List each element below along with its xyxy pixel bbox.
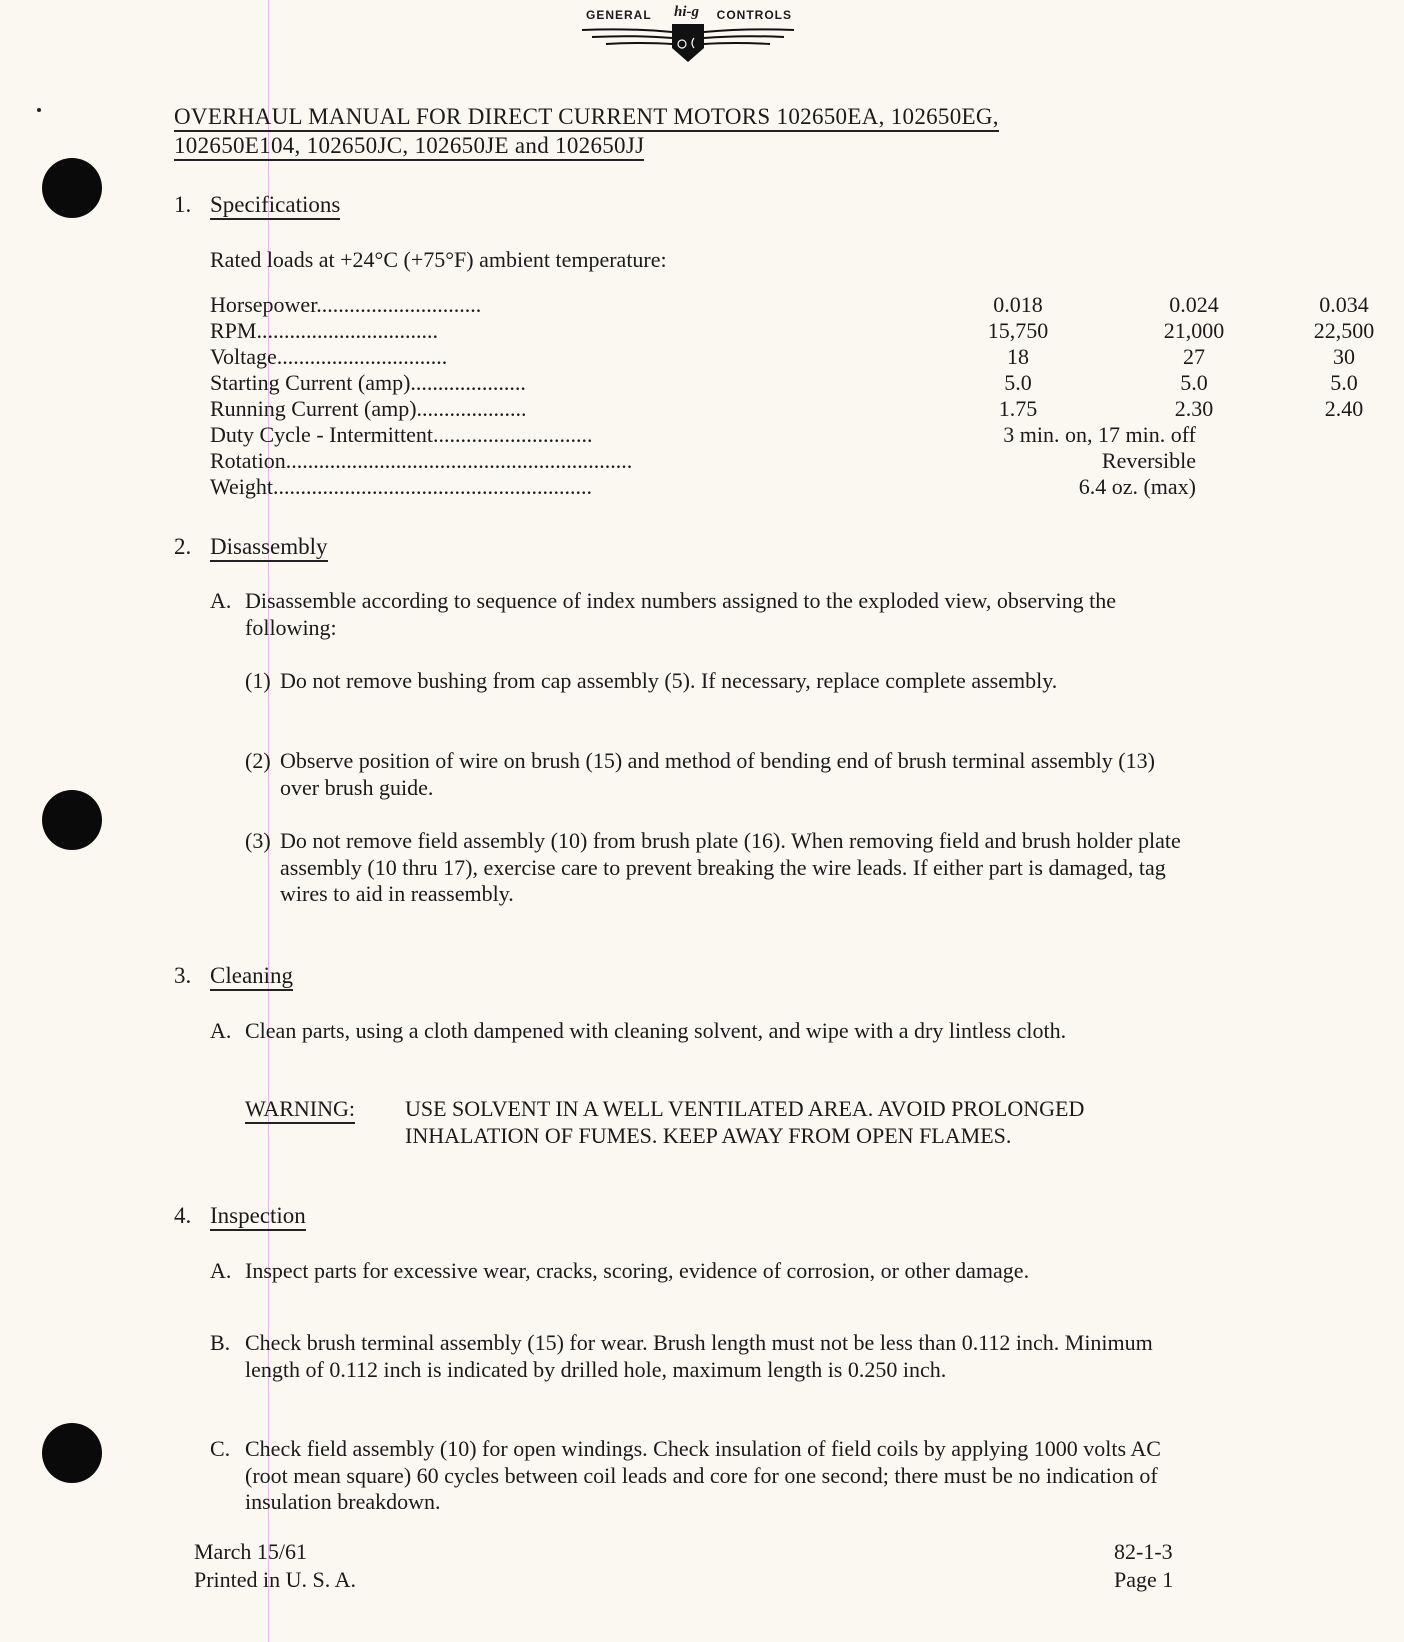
section-heading-disassembly: 2. Disassembly bbox=[174, 534, 328, 560]
spec-row-voltage: Voltage............................... 18 27 30 bbox=[210, 344, 1355, 369]
warning-text: USE SOLVENT IN A WELL VENTILATED AREA. AVOID PROLONGED INHALATION OF FUMES. KEEP AWAY FROM OPEN FLAMES. bbox=[405, 1096, 1085, 1148]
spec-row-rotation: Rotation............................................................... Reversible bbox=[210, 448, 1196, 473]
spec-row-starting-current: Starting Current (amp)..................... 5.0 5.0 5.0 bbox=[210, 370, 1358, 395]
document-title-line-2: 102650E104, 102650JC, 102650JE and 102650JJ bbox=[174, 133, 644, 159]
warning-label: WARNING: bbox=[245, 1096, 355, 1124]
footer-date: March 15/61 bbox=[194, 1539, 308, 1564]
binder-hole-bottom bbox=[42, 1423, 102, 1483]
inspection-item-c: Check field assembly (10) for open windings. Check insulation of field coils by applying 1000 volts AC (root mean square) 60 cycles between coil leads and core for one second; there must be no indication of insulation breakdown. bbox=[245, 1436, 1161, 1514]
disassembly-item-a: Disassemble according to sequence of index numbers assigned to the exploded view, observing the following: bbox=[245, 588, 1117, 640]
footer-page-number: Page 1 bbox=[1114, 1567, 1174, 1592]
disassembly-sub-2: Observe position of wire on brush (15) and method of bending end of brush terminal assembly (13) over brush guide. bbox=[280, 748, 1155, 800]
footer-right bbox=[1114, 1538, 1173, 1594]
disassembly-item-a-label: A. bbox=[210, 588, 232, 613]
spec-row-rpm: RPM................................. 15,750 21,000 22,500 bbox=[210, 318, 1375, 343]
inspection-item-a-label: A. bbox=[210, 1258, 232, 1283]
footer-left bbox=[194, 1538, 356, 1594]
inspection-item-c-label: C. bbox=[210, 1436, 231, 1461]
cleaning-item-a-label: A. bbox=[210, 1018, 232, 1043]
company-logo bbox=[580, 6, 796, 64]
inspection-item-b-label: B. bbox=[210, 1330, 231, 1355]
footer-printed: Printed in U. S. A. bbox=[194, 1567, 356, 1592]
disassembly-sub-2-label: (2) bbox=[245, 748, 271, 773]
spec-row-weight: Weight.......................................................... 6.4 oz. (max) bbox=[210, 474, 1196, 499]
scan-speck bbox=[37, 108, 41, 112]
disassembly-sub-3: Do not remove field assembly (10) from brush plate (16). When removing field and brush holder plate assembly (10 thru 17), exercise care to prevent breaking the wire leads. If either part is damaged, tag wires to aid in reassembly. bbox=[280, 828, 1181, 906]
logo-text-general: GENERAL bbox=[586, 8, 652, 22]
spec-row-horsepower: Horsepower.............................. 0.018 0.024 0.034 bbox=[210, 292, 1369, 317]
section-heading-cleaning: 3. Cleaning bbox=[174, 963, 293, 989]
specifications-intro: Rated loads at +24°C (+75°F) ambient temperature: bbox=[210, 247, 667, 272]
inspection-item-b: Check brush terminal assembly (15) for wear. Brush length must not be less than 0.112 inch. Minimum length of 0.112 inch is indicated by drilled hole, maximum length is 0.250 inch. bbox=[245, 1330, 1153, 1382]
section-heading-inspection: 4. Inspection bbox=[174, 1203, 306, 1229]
disassembly-sub-3-label: (3) bbox=[245, 828, 271, 853]
logo-text-hig: hi-g bbox=[674, 4, 700, 20]
logo-text-controls: CONTROLS bbox=[716, 8, 792, 22]
winged-shield-emblem-icon bbox=[580, 6, 796, 64]
spec-row-running-current: Running Current (amp).................... 1.75 2.30 2.40 bbox=[210, 396, 1364, 421]
disassembly-sub-1-label: (1) bbox=[245, 668, 271, 693]
footer-doc-number: 82-1-3 bbox=[1114, 1539, 1173, 1564]
inspection-item-a: Inspect parts for excessive wear, cracks, scoring, evidence of corrosion, or other damage. bbox=[245, 1258, 1030, 1283]
binder-hole-middle bbox=[42, 790, 102, 850]
binder-hole-top bbox=[42, 158, 102, 218]
disassembly-sub-1: Do not remove bushing from cap assembly (5). If necessary, replace complete assembly. bbox=[280, 668, 1058, 693]
section-heading-specifications: 1. Specifications bbox=[174, 192, 340, 218]
cleaning-item-a: Clean parts, using a cloth dampened with cleaning solvent, and wipe with a dry lintless cloth. bbox=[245, 1018, 1067, 1043]
document-title-line-1: OVERHAUL MANUAL FOR DIRECT CURRENT MOTORS 102650EA, 102650EG, bbox=[174, 104, 999, 130]
spec-row-duty-cycle: Duty Cycle - Intermittent............................. 3 min. on, 17 min. off bbox=[210, 422, 1196, 447]
